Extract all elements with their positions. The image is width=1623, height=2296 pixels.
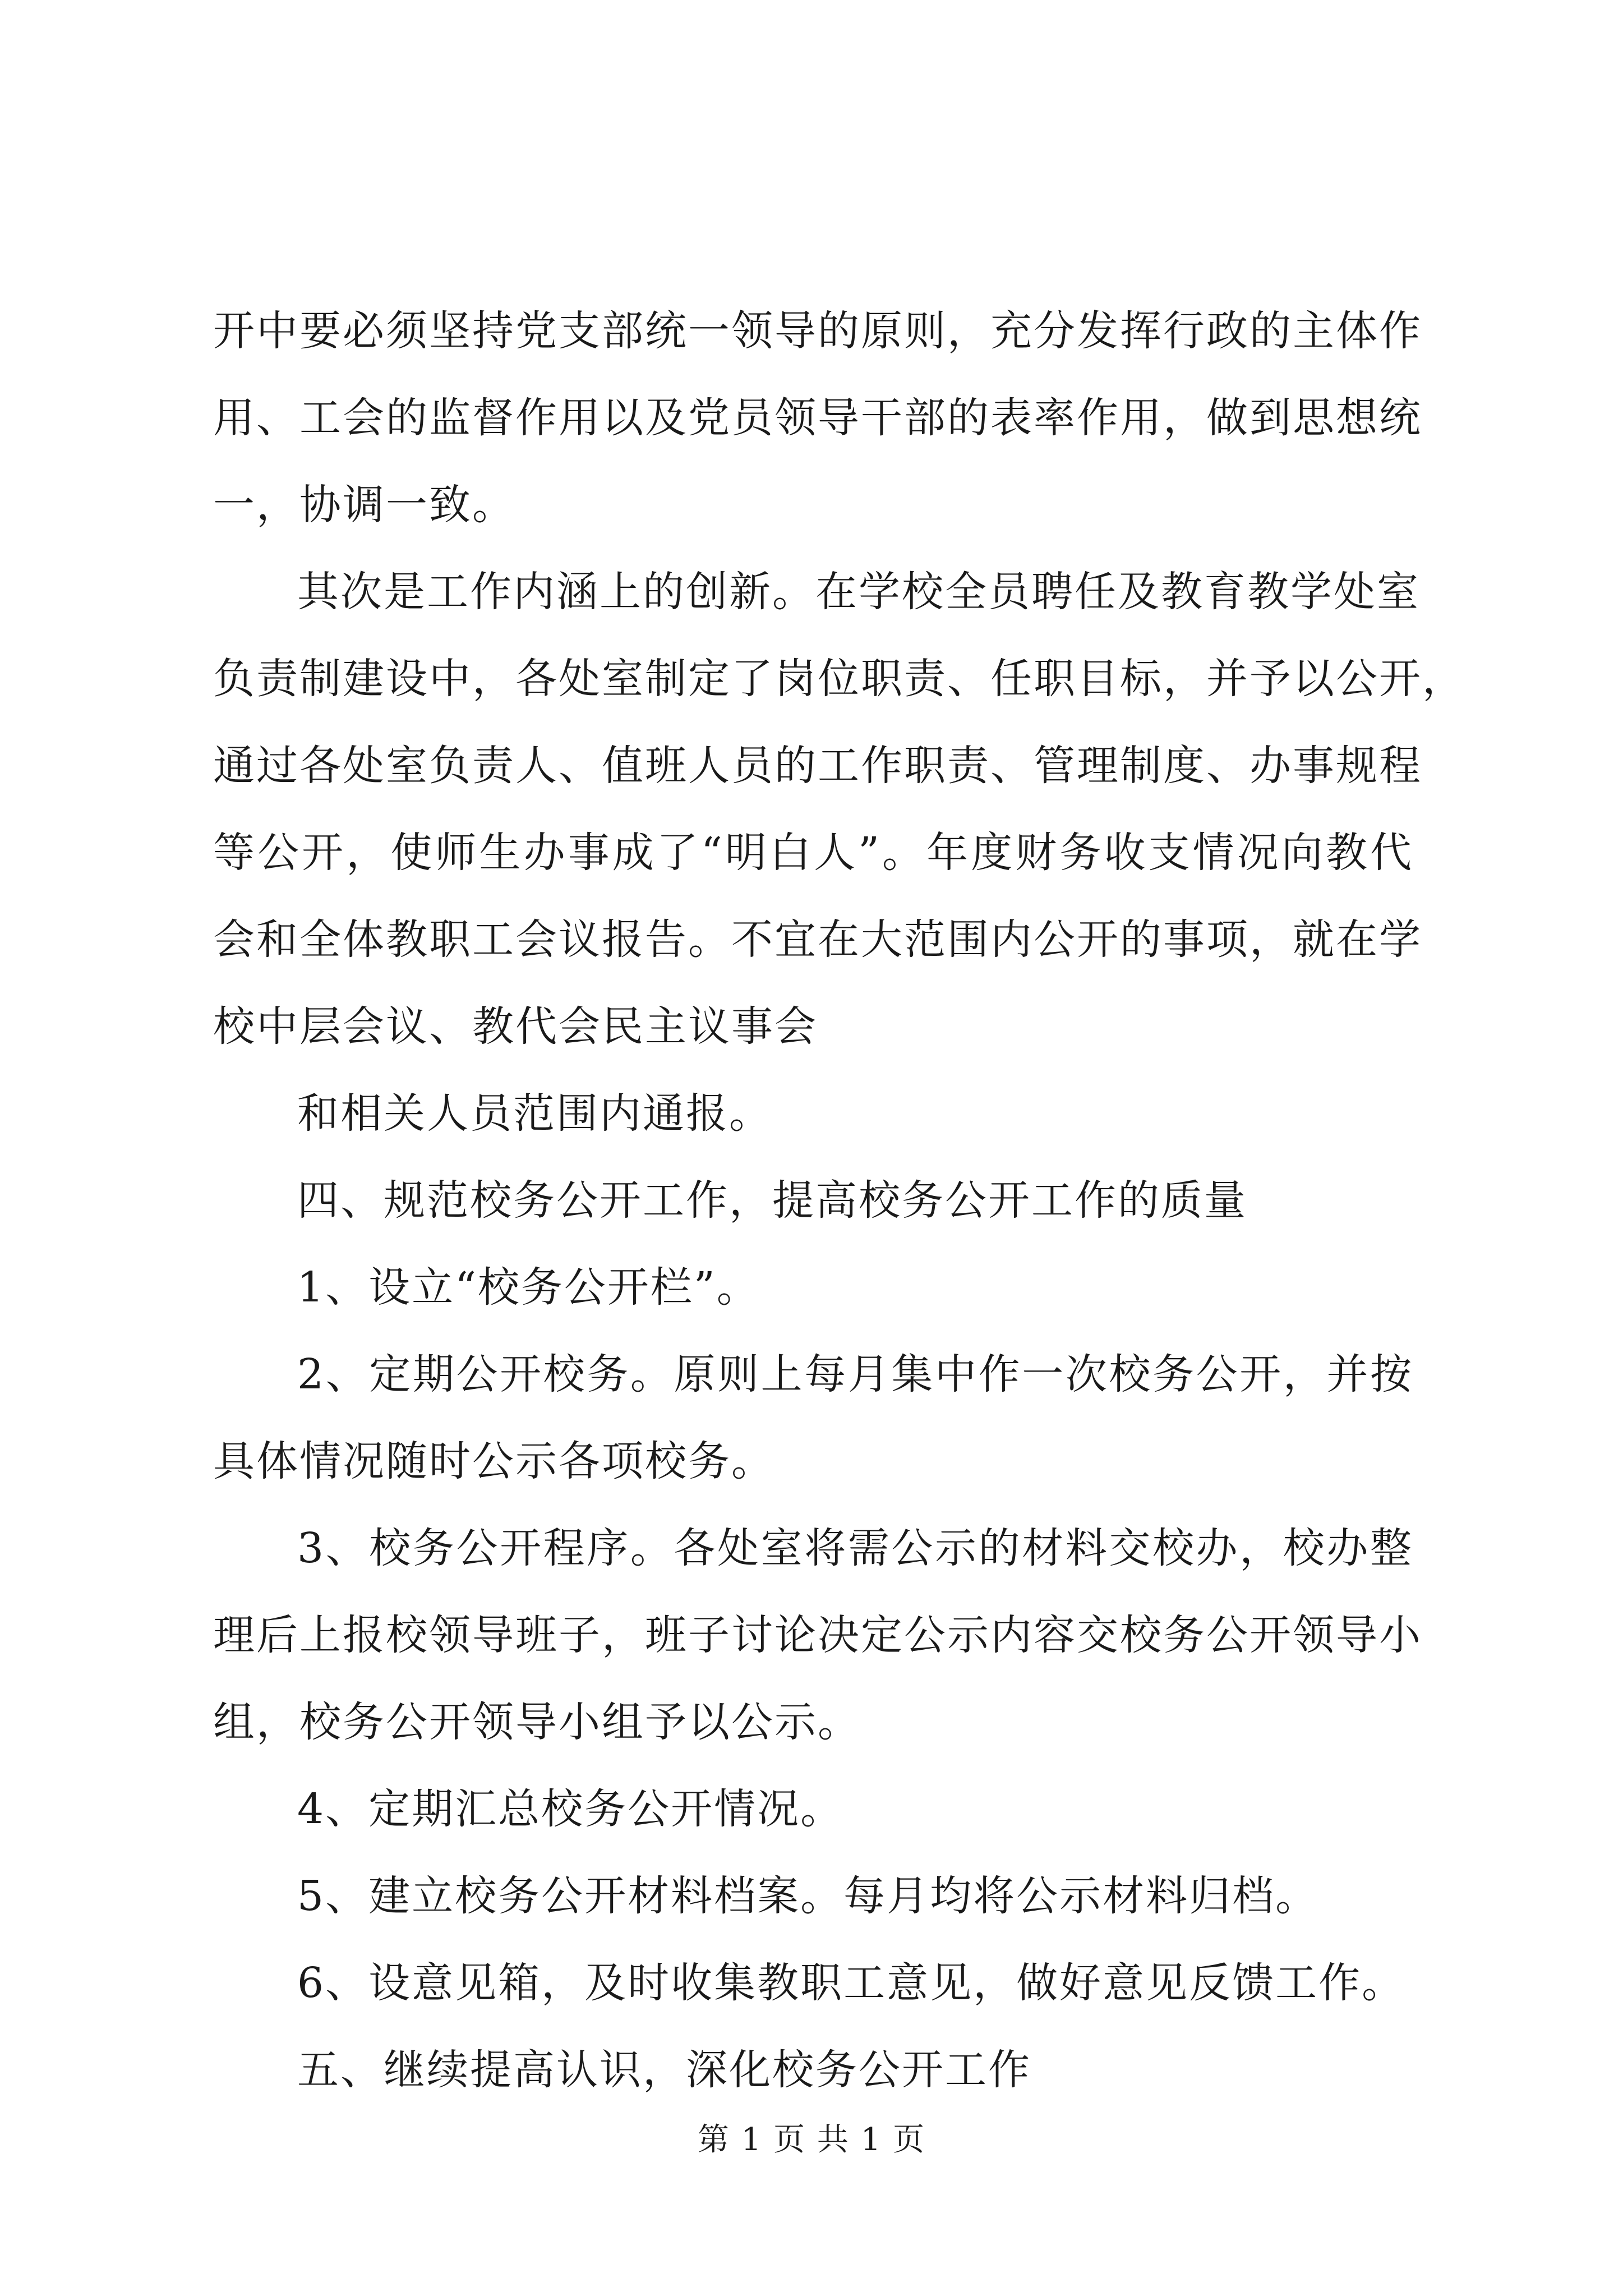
text-line: 用、工会的监督作用以及党员领导干部的表率作用，做到思想统 <box>213 394 1422 442</box>
text-line: 一，协调一致。 <box>213 481 515 529</box>
text-line: 通过各处室负责人、值班人员的工作职责、管理制度、办事规程 <box>213 742 1422 790</box>
text-line: 负责制建设中，各处室制定了岗位职责、任职目标，并予以公开， <box>213 655 1465 703</box>
text-line: 其次是工作内涵上的创新。在学校全员聘任及教育教学处室 <box>297 568 1420 616</box>
list-item: 2、定期公开校务。原则上每月集中作一次校务公开，并按 <box>297 1350 1413 1398</box>
text-line: 校中层会议、教代会民主议事会 <box>213 1002 818 1051</box>
text-line: 具体情况随时公示各项校务。 <box>213 1437 774 1485</box>
section-heading: 四、规范校务公开工作，提高校务公开工作的质量 <box>297 1176 1247 1225</box>
text-line: 和相关人员范围内通报。 <box>297 1089 772 1138</box>
document-body <box>213 303 1465 2098</box>
list-item: 6、设意见箱，及时收集教职工意见，做好意见反馈工作。 <box>297 1959 1405 2007</box>
text-line: 等公开，使师生办事成了“明白人”。年度财务收支情况向教代 <box>213 829 1413 877</box>
list-item: 5、建立校务公开材料档案。每月均将公示材料归档。 <box>297 1872 1319 1920</box>
section-heading: 五、继续提高认识，深化校务公开工作 <box>297 2046 1031 2094</box>
text-line: 开中要必须坚持党支部统一领导的原则，充分发挥行政的主体作 <box>213 307 1422 355</box>
text-line: 理后上报校领导班子，班子讨论决定公示内容交校务公开领导小 <box>213 1611 1422 1659</box>
list-item: 3、校务公开程序。各处室将需公示的材料交校办，校办整 <box>297 1524 1413 1572</box>
list-item: 4、定期汇总校务公开情况。 <box>297 1785 844 1833</box>
page-number-footer: 第 1 页 共 1 页 <box>697 2122 926 2158</box>
text-line: 组，校务公开领导小组予以公示。 <box>213 1698 861 1746</box>
list-item: 1、设立“校务公开栏”。 <box>297 1263 760 1312</box>
text-line: 会和全体教职工会议报告。不宜在大范围内公开的事项，就在学 <box>213 915 1422 964</box>
